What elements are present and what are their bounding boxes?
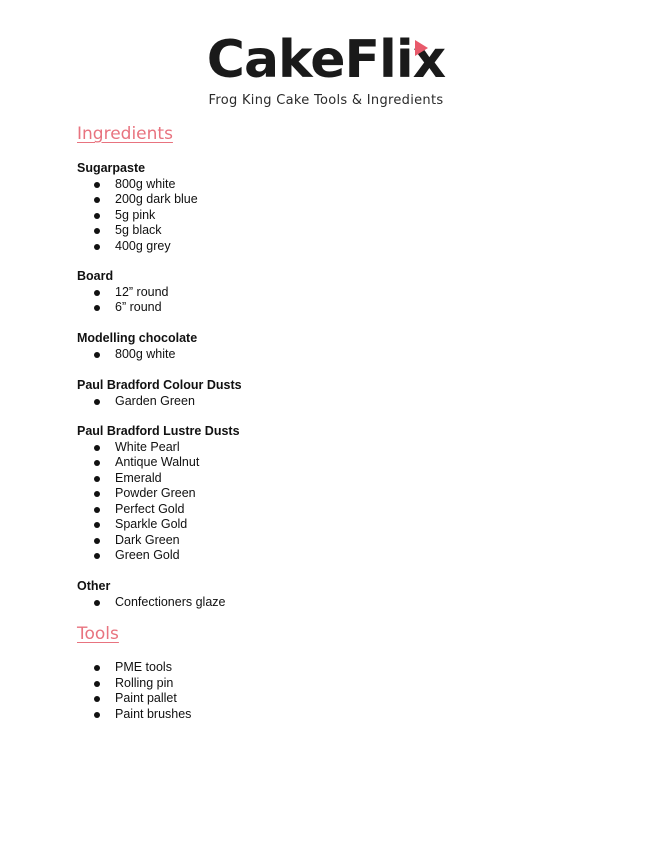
list-item — [77, 676, 577, 692]
ingredient-group-modelling-chocolate — [77, 331, 577, 362]
item-list — [77, 177, 577, 255]
bullet-dot-icon — [94, 228, 100, 234]
list-item — [77, 517, 577, 533]
list-item — [77, 177, 577, 193]
list-item-text: 200g dark blue — [115, 192, 198, 206]
ingredient-group-sugarpaste — [77, 161, 577, 254]
list-item-text: Powder Green — [115, 486, 196, 500]
list-item-text: Emerald — [115, 470, 162, 485]
list-item — [77, 347, 577, 363]
play-triangle-icon — [415, 40, 428, 56]
item-list — [77, 285, 577, 316]
item-list — [77, 394, 577, 410]
list-item-text: Garden Green — [115, 393, 195, 408]
bullet-dot-icon — [94, 182, 100, 188]
list-item-text: White Pearl — [115, 439, 180, 454]
list-item-text: PME tools — [115, 660, 172, 674]
list-item — [77, 192, 577, 208]
list-item-text: Antique Walnut — [115, 455, 200, 469]
bullet-dot-icon — [94, 712, 100, 718]
group-title: Paul Bradford Lustre Dusts — [77, 424, 240, 438]
bullet-dot-icon — [94, 460, 100, 466]
bullet-dot-icon — [94, 600, 100, 606]
bullet-dot-icon — [94, 696, 100, 702]
list-item — [77, 394, 577, 410]
bullet-dot-icon — [94, 681, 100, 687]
list-item-text: 5g pink — [115, 207, 156, 222]
list-item-text: 800g white — [115, 176, 176, 191]
item-list — [77, 347, 577, 363]
list-item — [77, 502, 577, 518]
bullet-dot-icon — [94, 399, 100, 405]
list-item — [77, 707, 577, 723]
list-item — [77, 223, 577, 239]
list-item — [77, 440, 577, 456]
list-item-text: Paint pallet — [115, 691, 177, 705]
list-item — [77, 471, 577, 487]
ingredient-group-lustre-dusts — [77, 424, 577, 564]
list-item-text: Confectioners glaze — [115, 594, 226, 609]
list-item-text: 5g black — [115, 223, 162, 237]
bullet-dot-icon — [94, 305, 100, 311]
list-item — [77, 300, 577, 316]
bullet-dot-icon — [94, 197, 100, 203]
group-title: Other — [77, 579, 111, 593]
list-item-text: 800g white — [115, 346, 176, 361]
group-title: Sugarpaste — [77, 161, 146, 175]
list-item-text: Green Gold — [115, 548, 180, 562]
list-item — [77, 660, 577, 676]
list-item-text: Sparkle Gold — [115, 517, 188, 531]
item-list — [77, 595, 577, 611]
bullet-dot-icon — [94, 491, 100, 497]
list-item-text: 6” round — [115, 300, 162, 314]
list-item-text: Rolling pin — [115, 675, 174, 690]
document-subtitle: Frog King Cake Tools & Ingredients — [208, 93, 444, 108]
list-item — [77, 548, 577, 564]
bullet-dot-icon — [94, 538, 100, 544]
cakeflix-logo — [0, 30, 652, 100]
list-item — [77, 486, 577, 502]
ingredient-group-board — [77, 269, 577, 316]
list-item — [77, 455, 577, 471]
bullet-dot-icon — [94, 352, 100, 358]
bullet-dot-icon — [94, 522, 100, 528]
tools-heading: Tools — [77, 624, 119, 644]
list-item-text: Perfect Gold — [115, 501, 185, 516]
bullet-dot-icon — [94, 213, 100, 219]
list-item-text: 400g grey — [115, 238, 171, 253]
list-item — [77, 595, 577, 611]
ingredient-group-colour-dusts — [77, 378, 577, 409]
list-item-text: Dark Green — [115, 532, 180, 547]
ingredients-heading: Ingredients — [77, 124, 173, 144]
group-title: Modelling chocolate — [77, 331, 198, 345]
list-item — [77, 285, 577, 301]
list-item-text: 12” round — [115, 284, 169, 299]
group-title: Board — [77, 269, 114, 283]
bullet-dot-icon — [94, 507, 100, 513]
group-title: Paul Bradford Colour Dusts — [77, 378, 242, 392]
bullet-dot-icon — [94, 445, 100, 451]
list-item — [77, 691, 577, 707]
item-list — [77, 440, 577, 564]
bullet-dot-icon — [94, 553, 100, 559]
list-item — [77, 239, 577, 255]
ingredient-group-other — [77, 579, 577, 610]
list-item-text: Paint brushes — [115, 706, 192, 721]
list-item — [77, 533, 577, 549]
bullet-dot-icon — [94, 665, 100, 671]
bullet-dot-icon — [94, 290, 100, 296]
logo-wordmark: CakeFlix — [206, 30, 446, 90]
bullet-dot-icon — [94, 244, 100, 250]
list-item — [77, 208, 577, 224]
bullet-dot-icon — [94, 476, 100, 482]
tools-list-section — [77, 660, 577, 722]
item-list — [77, 660, 577, 722]
